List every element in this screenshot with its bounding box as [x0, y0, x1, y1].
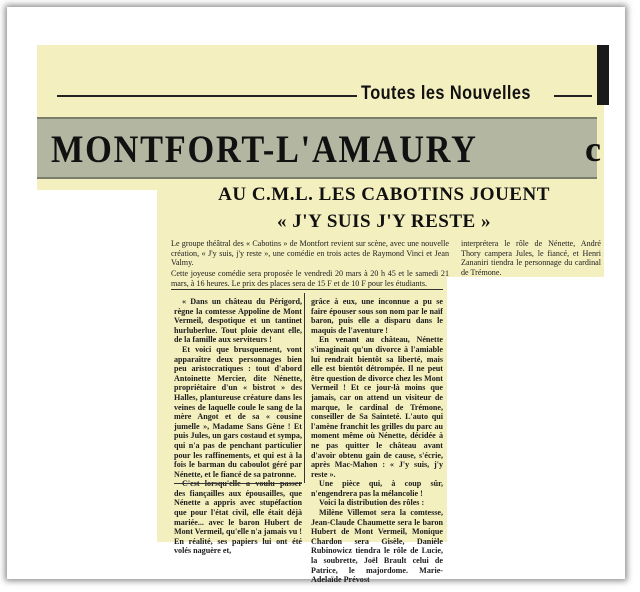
paragraph: « Dans un château du Périgord, règne la comtesse Appoline de Mont Vermeil, despotique et un tantinet hurluberlue. Tout ploie devant elle, de la famille aux serviteurs !: [174, 297, 302, 345]
intro-paragraph-1: Le groupe théâtral des « Cabotins » de Montfort revient sur scène, avec une nouvelle création, « J'y suis, j'y reste », une comédie en trois actes de Raymond Vinci et Jean Valmy.: [171, 239, 449, 268]
column-divider-horizontal: [171, 289, 443, 290]
paragraph: grâce à eux, une inconnue a pu se faire épouser sous son nom par le naïf baron, puis elle a disparu dans le maquis de l'aventure !: [311, 297, 443, 335]
headline-line-2: « J'Y SUIS J'Y RESTE »: [277, 211, 491, 232]
headline-line-1: AU C.M.L. LES CABOTINS JOUENT: [218, 184, 550, 205]
town-name: MONTFORT-L'AMAURY: [51, 128, 478, 171]
photo-frame: [7, 7, 625, 585]
town-banner: [37, 117, 601, 179]
paragraph: des fiançailles aux épousailles, que Nénette a appris avec stupéfaction que pour l'état civil, elle était déjà mariée... avec le baron Hubert de Mont Vermeil, qu'elle n'a jamais vu ! En réalité, ses papiers lui ont été volés naguère et,: [174, 488, 302, 556]
dark-edge: [597, 45, 609, 105]
paragraph: En venant au château, Nénette s'imaginait qu'un divorce à l'amiable lui rendrait bientôt sa liberté, mais elle est bientôt détrompée. Il ne peut être question de divorce chez les Mont Vermeil ! Et ce jour-là moins que jamais, car on attend un visiteur de marque, le cardinal de Trémone, conseiller de Sa Sainteté. L'auto qui l'amène franchit les grilles du parc au moment même où Nénette, décidée à ne pas quitter le château avant d'avoir obtenu gain de cause, s'écrie, après Mac-Mahon : « J'y suis, j'y reste ».: [311, 335, 443, 479]
right-column-text: interprétera le rôle de Nénette, André Thory campera Jules, le fiancé, et Henri Zananiri tiendra le personnage du cardinal de Trémone.: [461, 239, 601, 277]
article-column-1: [174, 297, 302, 556]
rubric-rule-left: [57, 95, 357, 97]
rubric-title: Toutes les Nouvelles: [361, 83, 531, 104]
clipping-area: [29, 37, 609, 585]
paragraph: Et voici que brusquement, vont apparaître deux personnages bien peu aristocratiques : tout d'abord Antoinette Mercier, dite Nénette, propriétaire d'un « bistrot » des Halles, plantureuse créature dans les veines de laquelle coule le sang de la mère Angot et de sa « cousine jumelle », Madame Sans Gène ! Et puis Jules, un gars costaud et sympa, qui n'a pas de penchant particulier pour les raffinements, et qui est à la fois le barman du caboulot géré par Nénette, et le fiancé de sa patronne.: [174, 344, 302, 479]
paragraph: Milène Villemot sera la comtesse, Jean-Claude Chaumette sera le baron Hubert de Mont Vermeil, Monique Chardon sera Gisèle, Danièle Rubinowicz tiendra le rôle de Lucie, la soubrette, Joël Brault celui de Patrice, le majordome. Marie-Adelaïde Prévost: [311, 508, 443, 585]
column-end-rule: [174, 483, 302, 484]
intro-paragraph-2: Cette joyeuse comédie sera proposée le vendredi 20 mars à 20 h 45 et le samedi 21 mars, à 16 heures. Le prix des places sera de 15 F et de 10 F pour les étudiants.: [171, 269, 449, 288]
banner-truncated-letter: c: [585, 129, 601, 169]
rubric-rule-right: [554, 95, 592, 97]
paragraph: Une pièce qui, à coup sûr, n'engendrera pas la mélancolie !: [311, 479, 443, 498]
paragraph: Voici la distribution des rôles :: [319, 498, 425, 508]
column-divider-vertical: [304, 293, 305, 483]
article-column-2: [311, 297, 443, 585]
